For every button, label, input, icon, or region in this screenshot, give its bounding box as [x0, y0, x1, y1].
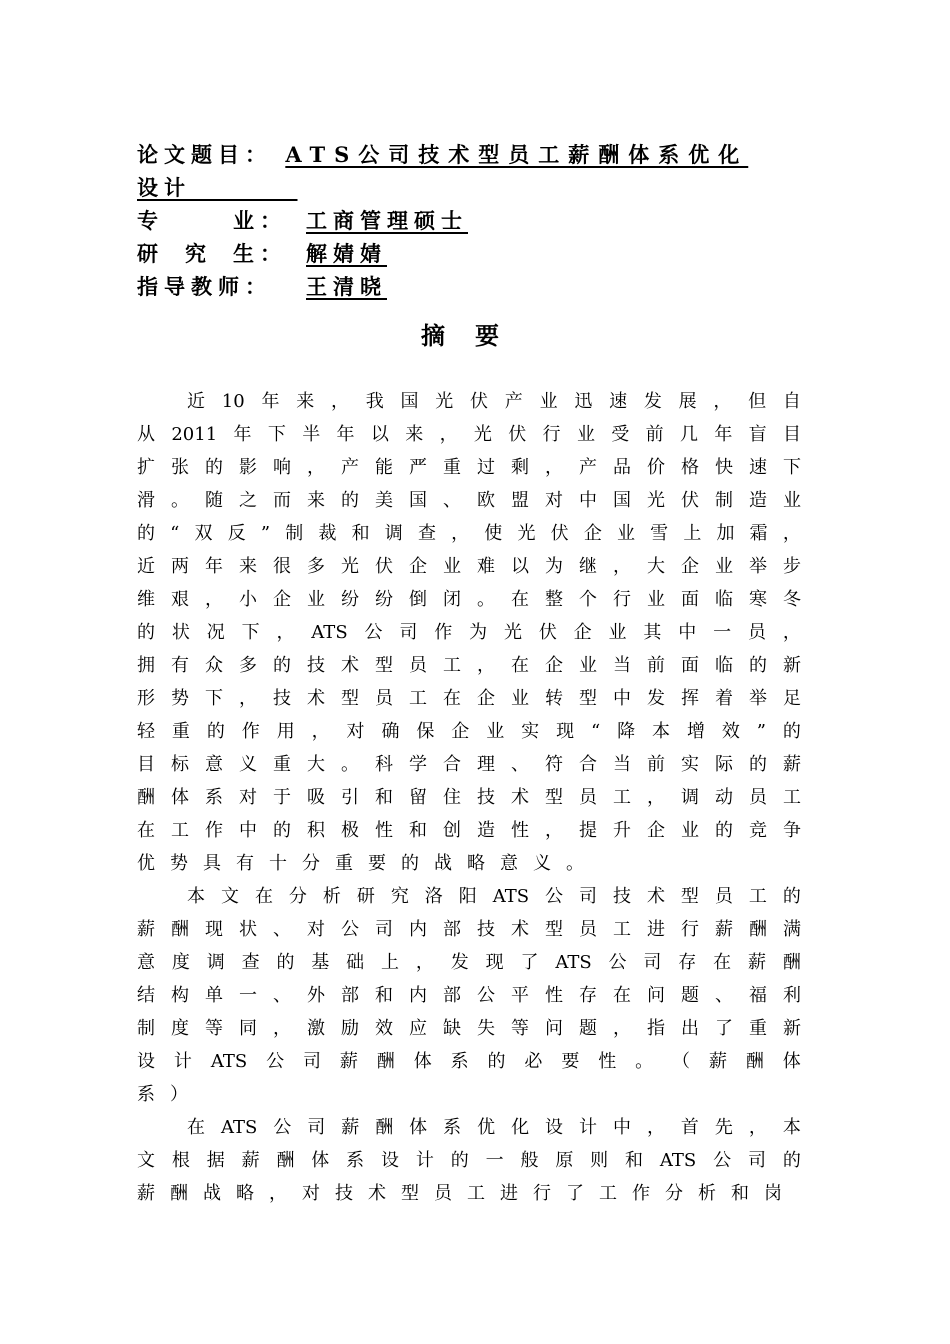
thesis-title-label: 论文题目：	[137, 142, 272, 167]
abstract-paragraph	[137, 385, 801, 880]
abstract-line: 目 标 意 义 重 大 。 科 学 合 理 、 符 合 当 前 实 际 的 薪	[137, 754, 801, 775]
abstract-paragraph	[137, 1111, 801, 1210]
abstract-line: 滑 。 随 之 而 来 的 美 国 、 欧 盟 对 中 国 光 伏 制 造 业	[137, 490, 801, 511]
abstract-line: 的 “ 双 反 ” 制 裁 和 调 查 ， 使 光 伏 企 业 雪 上 加 霜 ，	[137, 523, 801, 544]
abstract-line: 在 工 作 中 的 积 极 性 和 创 造 性 ， 提 升 企 业 的 竞 争	[137, 820, 801, 841]
abstract-line: 系 ）	[137, 1084, 188, 1105]
abstract-line: 优 势 具 有 十 分 重 要 的 战 略 意 义 。	[137, 853, 584, 874]
thesis-info	[137, 138, 837, 303]
abstract-line: 形 势 下 ， 技 术 型 员 工 在 企 业 转 型 中 发 挥 着 举 足	[137, 688, 801, 709]
abstract-line: 本 文 在 分 析 研 究 洛 阳 ATS 公 司 技 术 型 员 工 的	[187, 886, 801, 907]
major-label	[137, 204, 306, 237]
abstract-line: 维 艰 ， 小 企 业 纷 纷 倒 闭 。 在 整 个 行 业 面 临 寒 冬	[137, 589, 801, 610]
advisor-value: 王清晓	[306, 274, 387, 299]
abstract-heading: 摘要	[421, 321, 529, 350]
major-label-text-b: 业：	[233, 208, 287, 233]
abstract-line: 在 ATS 公 司 薪 酬 体 系 优 化 设 计 中 ， 首 先 ， 本	[187, 1117, 801, 1138]
abstract-line: 从 2011 年 下 半 年 以 来 ， 光 伏 行 业 受 前 几 年 盲 目	[137, 424, 801, 445]
student-label-text-c: 生：	[233, 241, 287, 266]
thesis-title-row	[137, 138, 837, 171]
abstract-line: 的 状 况 下 ， ATS 公 司 作 为 光 伏 企 业 其 中 一 员 ，	[137, 622, 801, 643]
student-row	[137, 237, 837, 270]
abstract-line: 设 计 ATS 公 司 薪 酬 体 系 的 必 要 性 。 （ 薪 酬 体	[137, 1051, 801, 1072]
student-value: 解婧婧	[306, 241, 387, 266]
abstract-line: 制 度 等 同 ， 激 励 效 应 缺 失 等 问 题 ， 指 出 了 重 新	[137, 1018, 801, 1039]
abstract-line: 酬 体 系 对 于 吸 引 和 留 住 技 术 型 员 工 ， 调 动 员 工	[137, 787, 801, 808]
abstract-line: 薪 酬 现 状 、 对 公 司 内 部 技 术 型 员 工 进 行 薪 酬 满	[137, 919, 801, 940]
student-label-text-b: 究	[185, 241, 212, 266]
abstract-line: 轻 重 的 作 用 ， 对 确 保 企 业 实 现 “ 降 本 增 效 ” 的	[137, 721, 801, 742]
major-label-text-a: 专	[137, 208, 164, 233]
abstract-body	[137, 385, 801, 1210]
title-underline-pad	[191, 175, 298, 200]
thesis-title-value: ATS公司技术型员工薪酬体系优化	[285, 142, 749, 167]
abstract-line: 拥 有 众 多 的 技 术 型 员 工 ， 在 企 业 当 前 面 临 的 新	[137, 655, 801, 676]
advisor-row	[137, 270, 837, 303]
abstract-line: 扩 张 的 影 响 ， 产 能 严 重 过 剩 ， 产 品 价 格 快 速 下	[137, 457, 801, 478]
thesis-title-value-cont: 设计	[137, 175, 191, 200]
abstract-line: 意 度 调 查 的 基 础 上 ， 发 现 了 ATS 公 司 存 在 薪 酬	[137, 952, 801, 973]
abstract-line: 近 10 年 来 ， 我 国 光 伏 产 业 迅 速 发 展 ， 但 自	[187, 391, 801, 412]
student-label	[137, 237, 306, 270]
advisor-label: 指导教师：	[137, 274, 272, 299]
major-row	[137, 204, 837, 237]
abstract-paragraph	[137, 880, 801, 1111]
abstract-line: 薪 酬 战 略 ， 对 技 术 型 员 工 进 行 了 工 作 分 析 和 岗	[137, 1183, 782, 1204]
abstract-line: 文 根 据 薪 酬 体 系 设 计 的 一 般 原 则 和 ATS 公 司 的	[137, 1150, 801, 1171]
student-label-text-a: 研	[137, 241, 164, 266]
major-value: 工商管理硕士	[306, 208, 468, 233]
abstract-line: 结 构 单 一 、 外 部 和 内 部 公 平 性 存 在 问 题 、 福 利	[137, 985, 801, 1006]
abstract-line: 近 两 年 来 很 多 光 伏 企 业 难 以 为 继 ， 大 企 业 举 步	[137, 556, 801, 577]
thesis-title-row-2	[137, 171, 837, 204]
